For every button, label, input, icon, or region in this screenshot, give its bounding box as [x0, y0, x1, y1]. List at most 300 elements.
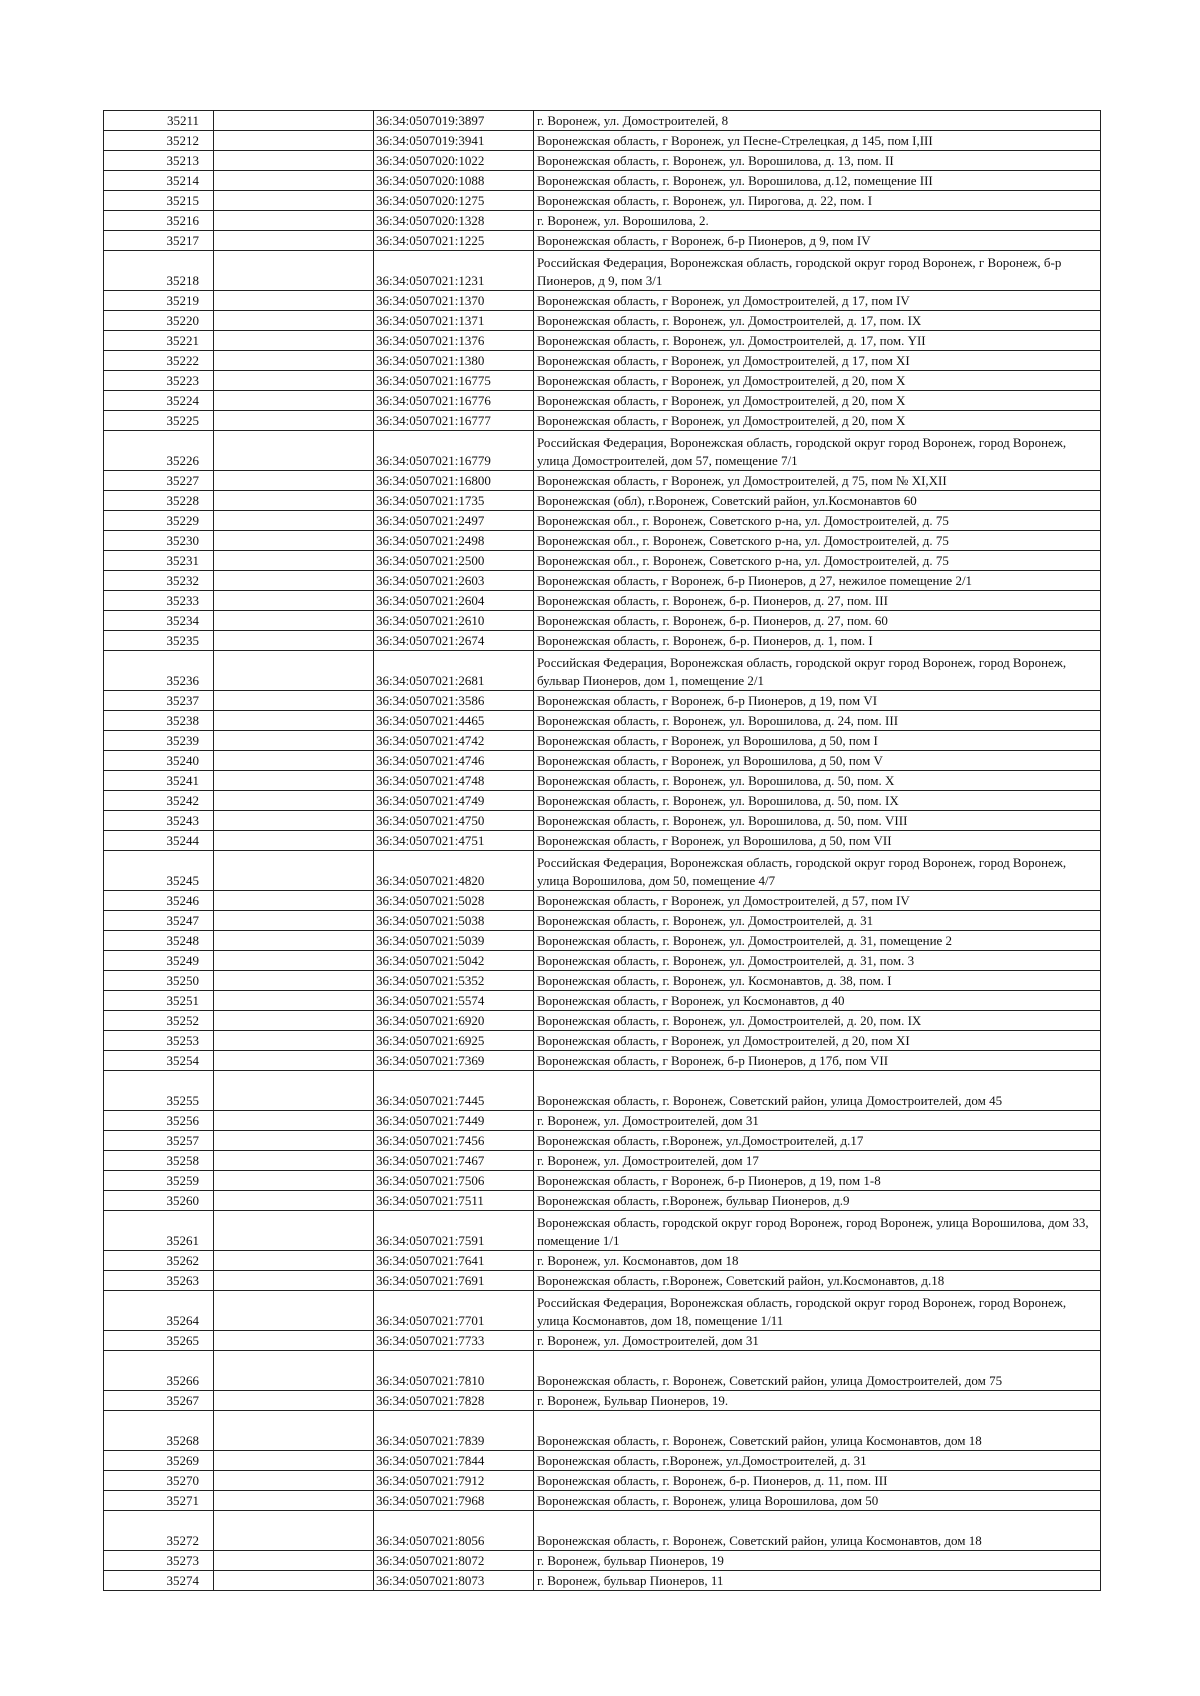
table-row: [104, 691, 1101, 711]
table-row: [104, 1551, 1101, 1571]
address-cell: Воронежская область, г Воронеж, ул Домостроителей, д 75, пом № XI,XII: [534, 471, 1101, 491]
empty-cell: [214, 931, 374, 951]
row-number-cell: 35251: [104, 991, 214, 1011]
address-cell: Воронежская область, г Воронеж, б-р Пионеров, д 17б, пом VII: [534, 1051, 1101, 1071]
empty-cell: [214, 591, 374, 611]
table-row: [104, 1051, 1101, 1071]
row-number-cell: 35262: [104, 1251, 214, 1271]
cadastral-number-cell: 36:34:0507021:7369: [374, 1051, 534, 1071]
address-cell: Воронежская область, г. Воронеж, б-р. Пионеров, д. 11, пом. III: [534, 1471, 1101, 1491]
table-row: [104, 191, 1101, 211]
empty-cell: [214, 731, 374, 751]
empty-cell: [214, 1411, 374, 1451]
empty-cell: [214, 1491, 374, 1511]
empty-cell: [214, 1551, 374, 1571]
empty-cell: [214, 611, 374, 631]
cadastral-number-cell: 36:34:0507021:5028: [374, 891, 534, 911]
cadastral-number-cell: 36:34:0507021:2604: [374, 591, 534, 611]
address-cell: г. Воронеж, ул. Ворошилова, 2.: [534, 211, 1101, 231]
table-row: [104, 971, 1101, 991]
empty-cell: [214, 751, 374, 771]
empty-cell: [214, 1211, 374, 1251]
address-cell: Воронежская область, г. Воронеж, б-р. Пионеров, д. 1, пом. I: [534, 631, 1101, 651]
empty-cell: [214, 111, 374, 131]
cadastral-number-cell: 36:34:0507021:5042: [374, 951, 534, 971]
table-row: [104, 1471, 1101, 1491]
empty-cell: [214, 851, 374, 891]
row-number-cell: 35273: [104, 1551, 214, 1571]
cadastral-number-cell: 36:34:0507021:16800: [374, 471, 534, 491]
address-cell: Воронежская область, г Воронеж, ул Домостроителей, д 17, пом XI: [534, 351, 1101, 371]
cadastral-number-cell: 36:34:0507020:1022: [374, 151, 534, 171]
row-number-cell: 35233: [104, 591, 214, 611]
empty-cell: [214, 631, 374, 651]
empty-cell: [214, 171, 374, 191]
table-row: [104, 171, 1101, 191]
row-number-cell: 35239: [104, 731, 214, 751]
cadastral-number-cell: 36:34:0507021:6925: [374, 1031, 534, 1051]
address-cell: Воронежская область, г Воронеж, ул Домостроителей, д 20, пом X: [534, 411, 1101, 431]
row-number-cell: 35240: [104, 751, 214, 771]
cadastral-number-cell: 36:34:0507021:7691: [374, 1271, 534, 1291]
empty-cell: [214, 511, 374, 531]
row-number-cell: 35214: [104, 171, 214, 191]
empty-cell: [214, 791, 374, 811]
row-number-cell: 35270: [104, 1471, 214, 1491]
table-row: [104, 1331, 1101, 1351]
row-number-cell: 35234: [104, 611, 214, 631]
row-number-cell: 35216: [104, 211, 214, 231]
cadastral-number-cell: 36:34:0507021:7456: [374, 1131, 534, 1151]
empty-cell: [214, 471, 374, 491]
empty-cell: [214, 1191, 374, 1211]
cadastral-number-cell: 36:34:0507021:4465: [374, 711, 534, 731]
row-number-cell: 35243: [104, 811, 214, 831]
row-number-cell: 35223: [104, 371, 214, 391]
address-cell: Воронежская область, г. Воронеж, ул. Ворошилова, д. 24, пом. III: [534, 711, 1101, 731]
address-cell: Воронежская область, г Воронеж, ул Домостроителей, д 57, пом IV: [534, 891, 1101, 911]
address-cell: Воронежская область, г Воронеж, ул Ворошилова, д 50, пом V: [534, 751, 1101, 771]
empty-cell: [214, 1471, 374, 1491]
cadastral-number-cell: 36:34:0507019:3897: [374, 111, 534, 131]
table-row: [104, 1071, 1101, 1111]
address-cell: Воронежская область, г Воронеж, ул Космонавтов, д 40: [534, 991, 1101, 1011]
empty-cell: [214, 531, 374, 551]
cadastral-number-cell: 36:34:0507020:1088: [374, 171, 534, 191]
cadastral-number-cell: 36:34:0507021:7844: [374, 1451, 534, 1471]
cadastral-number-cell: 36:34:0507021:4820: [374, 851, 534, 891]
row-number-cell: 35255: [104, 1071, 214, 1111]
cadastral-number-cell: 36:34:0507021:2681: [374, 651, 534, 691]
table-row: [104, 931, 1101, 951]
table-row: [104, 911, 1101, 931]
table-row: [104, 211, 1101, 231]
table-row: [104, 411, 1101, 431]
empty-cell: [214, 231, 374, 251]
empty-cell: [214, 1171, 374, 1191]
cadastral-number-cell: 36:34:0507021:1380: [374, 351, 534, 371]
table-row: [104, 1211, 1101, 1251]
address-cell: Российская Федерация, Воронежская область, городской округ город Воронеж, город Воронеж, бульвар Пионеров, дом 1, помещение 2/1: [534, 651, 1101, 691]
cadastral-number-cell: 36:34:0507021:5352: [374, 971, 534, 991]
cadastral-number-cell: 36:34:0507021:8073: [374, 1571, 534, 1591]
address-cell: Воронежская область, г Воронеж, б-р Пионеров, д 27, нежилое помещение 2/1: [534, 571, 1101, 591]
empty-cell: [214, 811, 374, 831]
cadastral-number-cell: 36:34:0507021:7511: [374, 1191, 534, 1211]
address-cell: Воронежская область, г. Воронеж, Советский район, улица Домостроителей, дом 75: [534, 1351, 1101, 1391]
empty-cell: [214, 1331, 374, 1351]
empty-cell: [214, 371, 374, 391]
row-number-cell: 35245: [104, 851, 214, 891]
row-number-cell: 35224: [104, 391, 214, 411]
row-number-cell: 35274: [104, 1571, 214, 1591]
cadastral-number-cell: 36:34:0507021:6920: [374, 1011, 534, 1031]
row-number-cell: 35217: [104, 231, 214, 251]
row-number-cell: 35242: [104, 791, 214, 811]
empty-cell: [214, 711, 374, 731]
empty-cell: [214, 131, 374, 151]
row-number-cell: 35231: [104, 551, 214, 571]
row-number-cell: 35254: [104, 1051, 214, 1071]
table-row: [104, 431, 1101, 471]
cadastral-number-cell: 36:34:0507021:7839: [374, 1411, 534, 1451]
cadastral-number-cell: 36:34:0507019:3941: [374, 131, 534, 151]
address-cell: г. Воронеж, бульвар Пионеров, 11: [534, 1571, 1101, 1591]
row-number-cell: 35236: [104, 651, 214, 691]
row-number-cell: 35259: [104, 1171, 214, 1191]
cadastral-number-cell: 36:34:0507021:2500: [374, 551, 534, 571]
table-row: [104, 991, 1101, 1011]
empty-cell: [214, 1151, 374, 1171]
empty-cell: [214, 1031, 374, 1051]
address-cell: Российская Федерация, Воронежская область, городской округ город Воронеж, город Воронеж, улица Ворошилова, дом 50, помещение 4/7: [534, 851, 1101, 891]
cadastral-number-cell: 36:34:0507021:5574: [374, 991, 534, 1011]
address-cell: Воронежская область, г. Воронеж, ул. Ворошилова, д. 13, пом. II: [534, 151, 1101, 171]
table-row: [104, 811, 1101, 831]
cadastral-number-cell: 36:34:0507021:7467: [374, 1151, 534, 1171]
cadastral-number-cell: 36:34:0507021:1225: [374, 231, 534, 251]
cadastral-number-cell: 36:34:0507020:1328: [374, 211, 534, 231]
table-row: [104, 891, 1101, 911]
address-cell: г. Воронеж, ул. Космонавтов, дом 18: [534, 1251, 1101, 1271]
empty-cell: [214, 191, 374, 211]
row-number-cell: 35261: [104, 1211, 214, 1251]
row-number-cell: 35264: [104, 1291, 214, 1331]
table-row: [104, 291, 1101, 311]
address-cell: г. Воронеж, бульвар Пионеров, 19: [534, 1551, 1101, 1571]
empty-cell: [214, 291, 374, 311]
empty-cell: [214, 971, 374, 991]
table-row: [104, 731, 1101, 751]
empty-cell: [214, 1051, 374, 1071]
cadastral-number-cell: 36:34:0507021:2674: [374, 631, 534, 651]
address-cell: Воронежская область, г. Воронеж, ул. Ворошилова, д. 50, пом. IX: [534, 791, 1101, 811]
table-row: [104, 311, 1101, 331]
address-cell: Воронежская область, г. Воронеж, ул. Домостроителей, д. 17, пом. YII: [534, 331, 1101, 351]
cadastral-number-cell: 36:34:0507021:4749: [374, 791, 534, 811]
cadastral-number-cell: 36:34:0507021:7445: [374, 1071, 534, 1111]
empty-cell: [214, 151, 374, 171]
address-cell: Воронежская область, г. Воронеж, улица Ворошилова, дом 50: [534, 1491, 1101, 1511]
row-number-cell: 35249: [104, 951, 214, 971]
empty-cell: [214, 1571, 374, 1591]
empty-cell: [214, 391, 374, 411]
cadastral-number-cell: 36:34:0507021:7449: [374, 1111, 534, 1131]
empty-cell: [214, 1131, 374, 1151]
table-row: [104, 531, 1101, 551]
cadastral-number-cell: 36:34:0507021:7968: [374, 1491, 534, 1511]
empty-cell: [214, 311, 374, 331]
cadastral-number-cell: 36:34:0507021:5039: [374, 931, 534, 951]
row-number-cell: 35263: [104, 1271, 214, 1291]
row-number-cell: 35260: [104, 1191, 214, 1211]
address-cell: Воронежская область, г Воронеж, ул Домостроителей, д 20, пом X: [534, 371, 1101, 391]
cadastral-number-cell: 36:34:0507021:1376: [374, 331, 534, 351]
table-row: [104, 1411, 1101, 1451]
cadastral-number-cell: 36:34:0507021:7912: [374, 1471, 534, 1491]
table-row: [104, 791, 1101, 811]
address-cell: Воронежская область, г Воронеж, ул Домостроителей, д 20, пом X: [534, 391, 1101, 411]
address-cell: Воронежская область, г. Воронеж, Советский район, улица Космонавтов, дом 18: [534, 1411, 1101, 1451]
address-cell: Воронежская область, г. Воронеж, ул. Домостроителей, д. 31, пом. 3: [534, 951, 1101, 971]
row-number-cell: 35247: [104, 911, 214, 931]
row-number-cell: 35222: [104, 351, 214, 371]
address-cell: Воронежская область, г Воронеж, ул Ворошилова, д 50, пом I: [534, 731, 1101, 751]
table-row: [104, 491, 1101, 511]
row-number-cell: 35272: [104, 1511, 214, 1551]
cadastral-number-cell: 36:34:0507021:7591: [374, 1211, 534, 1251]
address-cell: Воронежская (обл), г.Воронеж, Советский район, ул.Космонавтов 60: [534, 491, 1101, 511]
table-row: [104, 111, 1101, 131]
row-number-cell: 35268: [104, 1411, 214, 1451]
empty-cell: [214, 251, 374, 291]
empty-cell: [214, 771, 374, 791]
table-row: [104, 471, 1101, 491]
table-row: [104, 1011, 1101, 1031]
empty-cell: [214, 1011, 374, 1031]
address-cell: Воронежская область, г Воронеж, ул Домостроителей, д 17, пом IV: [534, 291, 1101, 311]
cadastral-number-cell: 36:34:0507021:4750: [374, 811, 534, 831]
row-number-cell: 35248: [104, 931, 214, 951]
address-cell: г. Воронеж, ул. Домостроителей, дом 31: [534, 1331, 1101, 1351]
empty-cell: [214, 331, 374, 351]
table-row: [104, 391, 1101, 411]
empty-cell: [214, 211, 374, 231]
row-number-cell: 35241: [104, 771, 214, 791]
table-row: [104, 131, 1101, 151]
address-cell: Воронежская область, г Воронеж, ул Песне-Стрелецкая, д 145, пом I,III: [534, 131, 1101, 151]
table-body: [104, 111, 1101, 1591]
cadastral-number-cell: 36:34:0507021:7506: [374, 1171, 534, 1191]
empty-cell: [214, 491, 374, 511]
table-row: [104, 851, 1101, 891]
address-cell: Российская Федерация, Воронежская область, городской округ город Воронеж, г Воронеж, б-р Пионеров, д 9, пом 3/1: [534, 251, 1101, 291]
address-cell: Воронежская область, г Воронеж, ул Домостроителей, д 20, пом XI: [534, 1031, 1101, 1051]
address-cell: Воронежская область, г.Воронеж, Советский район, ул.Космонавтов, д.18: [534, 1271, 1101, 1291]
address-cell: Воронежская область, г Воронеж, б-р Пионеров, д 19, пом VI: [534, 691, 1101, 711]
cadastral-number-cell: 36:34:0507021:7810: [374, 1351, 534, 1391]
address-cell: г. Воронеж, ул. Домостроителей, 8: [534, 111, 1101, 131]
row-number-cell: 35256: [104, 1111, 214, 1131]
address-cell: Воронежская область, г. Воронеж, ул. Космонавтов, д. 38, пом. I: [534, 971, 1101, 991]
table-row: [104, 1031, 1101, 1051]
empty-cell: [214, 1351, 374, 1391]
row-number-cell: 35211: [104, 111, 214, 131]
cadastral-number-cell: 36:34:0507021:2498: [374, 531, 534, 551]
address-cell: Воронежская область, г. Воронеж, б-р. Пионеров, д. 27, пом. III: [534, 591, 1101, 611]
address-cell: Воронежская область, г. Воронеж, ул. Домостроителей, д. 31: [534, 911, 1101, 931]
table-row: [104, 251, 1101, 291]
address-cell: Воронежская область, г.Воронеж, ул.Домостроителей, д.17: [534, 1131, 1101, 1151]
address-cell: Воронежская обл., г. Воронеж, Советского р-на, ул. Домостроителей, д. 75: [534, 551, 1101, 571]
address-cell: Воронежская область, г. Воронеж, Советский район, улица Домостроителей, дом 45: [534, 1071, 1101, 1111]
row-number-cell: 35244: [104, 831, 214, 851]
table-row: [104, 371, 1101, 391]
row-number-cell: 35230: [104, 531, 214, 551]
cadastral-number-cell: 36:34:0507021:7828: [374, 1391, 534, 1411]
cadastral-number-cell: 36:34:0507021:2603: [374, 571, 534, 591]
row-number-cell: 35235: [104, 631, 214, 651]
table-row: [104, 1571, 1101, 1591]
row-number-cell: 35237: [104, 691, 214, 711]
empty-cell: [214, 891, 374, 911]
cadastral-number-cell: 36:34:0507021:7701: [374, 1291, 534, 1331]
empty-cell: [214, 651, 374, 691]
address-cell: Воронежская область, г Воронеж, ул Ворошилова, д 50, пом VII: [534, 831, 1101, 851]
address-cell: Воронежская область, г. Воронеж, ул. Ворошилова, д.12, помещение III: [534, 171, 1101, 191]
address-cell: Российская Федерация, Воронежская область, городской округ город Воронеж, город Воронеж, улица Космонавтов, дом 18, помещение 1/11: [534, 1291, 1101, 1331]
table-row: [104, 1151, 1101, 1171]
cadastral-number-cell: 36:34:0507021:1371: [374, 311, 534, 331]
empty-cell: [214, 911, 374, 931]
table-row: [104, 1451, 1101, 1471]
table-row: [104, 591, 1101, 611]
table-row: [104, 1491, 1101, 1511]
table-row: [104, 1191, 1101, 1211]
table-row: [104, 551, 1101, 571]
row-number-cell: 35258: [104, 1151, 214, 1171]
empty-cell: [214, 1111, 374, 1131]
row-number-cell: 35265: [104, 1331, 214, 1351]
empty-cell: [214, 951, 374, 971]
address-cell: Воронежская область, городской округ город Воронеж, город Воронеж, улица Ворошилова, дом 33, помещение 1/1: [534, 1211, 1101, 1251]
cadastral-number-cell: 36:34:0507021:1370: [374, 291, 534, 311]
table-row: [104, 1351, 1101, 1391]
table-row: [104, 1131, 1101, 1151]
row-number-cell: 35226: [104, 431, 214, 471]
address-cell: г. Воронеж, ул. Домостроителей, дом 31: [534, 1111, 1101, 1131]
row-number-cell: 35228: [104, 491, 214, 511]
row-number-cell: 35225: [104, 411, 214, 431]
cadastral-number-cell: 36:34:0507021:4746: [374, 751, 534, 771]
row-number-cell: 35253: [104, 1031, 214, 1051]
cadastral-number-cell: 36:34:0507021:8056: [374, 1511, 534, 1551]
row-number-cell: 35221: [104, 331, 214, 351]
table-row: [104, 511, 1101, 531]
table-row: [104, 351, 1101, 371]
table-row: [104, 1271, 1101, 1291]
empty-cell: [214, 351, 374, 371]
table-row: [104, 1291, 1101, 1331]
address-cell: Воронежская обл., г. Воронеж, Советского р-на, ул. Домостроителей, д. 75: [534, 511, 1101, 531]
row-number-cell: 35227: [104, 471, 214, 491]
cadastral-number-cell: 36:34:0507021:1231: [374, 251, 534, 291]
empty-cell: [214, 1251, 374, 1271]
address-cell: Воронежская область, г Воронеж, б-р Пионеров, д 9, пом IV: [534, 231, 1101, 251]
cadastral-number-cell: 36:34:0507021:16775: [374, 371, 534, 391]
address-cell: Воронежская область, г.Воронеж, ул.Домостроителей, д. 31: [534, 1451, 1101, 1471]
cadastral-number-cell: 36:34:0507021:3586: [374, 691, 534, 711]
table-row: [104, 1171, 1101, 1191]
cadastral-number-cell: 36:34:0507021:2610: [374, 611, 534, 631]
cadastral-number-cell: 36:34:0507021:1735: [374, 491, 534, 511]
cadastral-table: [103, 110, 1101, 1591]
table-row: [104, 611, 1101, 631]
table-row: [104, 751, 1101, 771]
row-number-cell: 35250: [104, 971, 214, 991]
cadastral-number-cell: 36:34:0507021:7733: [374, 1331, 534, 1351]
address-cell: г. Воронеж, Бульвар Пионеров, 19.: [534, 1391, 1101, 1411]
row-number-cell: 35215: [104, 191, 214, 211]
table-row: [104, 151, 1101, 171]
empty-cell: [214, 431, 374, 471]
address-cell: Российская Федерация, Воронежская область, городской округ город Воронеж, город Воронеж, улица Домостроителей, дом 57, помещение 7/1: [534, 431, 1101, 471]
empty-cell: [214, 551, 374, 571]
table-row: [104, 771, 1101, 791]
cadastral-number-cell: 36:34:0507021:5038: [374, 911, 534, 931]
row-number-cell: 35220: [104, 311, 214, 331]
table-row: [104, 231, 1101, 251]
table-row: [104, 1391, 1101, 1411]
address-cell: Воронежская область, г. Воронеж, ул. Домостроителей, д. 31, помещение 2: [534, 931, 1101, 951]
empty-cell: [214, 1071, 374, 1111]
table-row: [104, 571, 1101, 591]
row-number-cell: 35267: [104, 1391, 214, 1411]
empty-cell: [214, 831, 374, 851]
cadastral-number-cell: 36:34:0507021:2497: [374, 511, 534, 531]
empty-cell: [214, 411, 374, 431]
address-cell: Воронежская область, г. Воронеж, ул. Домостроителей, д. 20, пом. IX: [534, 1011, 1101, 1031]
empty-cell: [214, 691, 374, 711]
empty-cell: [214, 1391, 374, 1411]
address-cell: Воронежская область, г. Воронеж, ул. Пирогова, д. 22, пом. I: [534, 191, 1101, 211]
address-cell: г. Воронеж, ул. Домостроителей, дом 17: [534, 1151, 1101, 1171]
address-cell: Воронежская область, г. Воронеж, ул. Домостроителей, д. 17, пом. IX: [534, 311, 1101, 331]
row-number-cell: 35218: [104, 251, 214, 291]
table-row: [104, 711, 1101, 731]
address-cell: Воронежская область, г. Воронеж, Советский район, улица Космонавтов, дом 18: [534, 1511, 1101, 1551]
cadastral-number-cell: 36:34:0507021:16777: [374, 411, 534, 431]
cadastral-number-cell: 36:34:0507021:4748: [374, 771, 534, 791]
row-number-cell: 35266: [104, 1351, 214, 1391]
address-cell: Воронежская обл., г. Воронеж, Советского р-на, ул. Домостроителей, д. 75: [534, 531, 1101, 551]
cadastral-number-cell: 36:34:0507021:4742: [374, 731, 534, 751]
cadastral-number-cell: 36:34:0507021:8072: [374, 1551, 534, 1571]
table-row: [104, 1511, 1101, 1551]
table-row: [104, 1111, 1101, 1131]
row-number-cell: 35219: [104, 291, 214, 311]
row-number-cell: 35269: [104, 1451, 214, 1471]
row-number-cell: 35246: [104, 891, 214, 911]
address-cell: Воронежская область, г. Воронеж, ул. Ворошилова, д. 50, пом. X: [534, 771, 1101, 791]
table-row: [104, 951, 1101, 971]
address-cell: Воронежская область, г.Воронеж, бульвар Пионеров, д.9: [534, 1191, 1101, 1211]
cadastral-number-cell: 36:34:0507021:7641: [374, 1251, 534, 1271]
empty-cell: [214, 991, 374, 1011]
row-number-cell: 35213: [104, 151, 214, 171]
empty-cell: [214, 1511, 374, 1551]
cadastral-number-cell: 36:34:0507020:1275: [374, 191, 534, 211]
